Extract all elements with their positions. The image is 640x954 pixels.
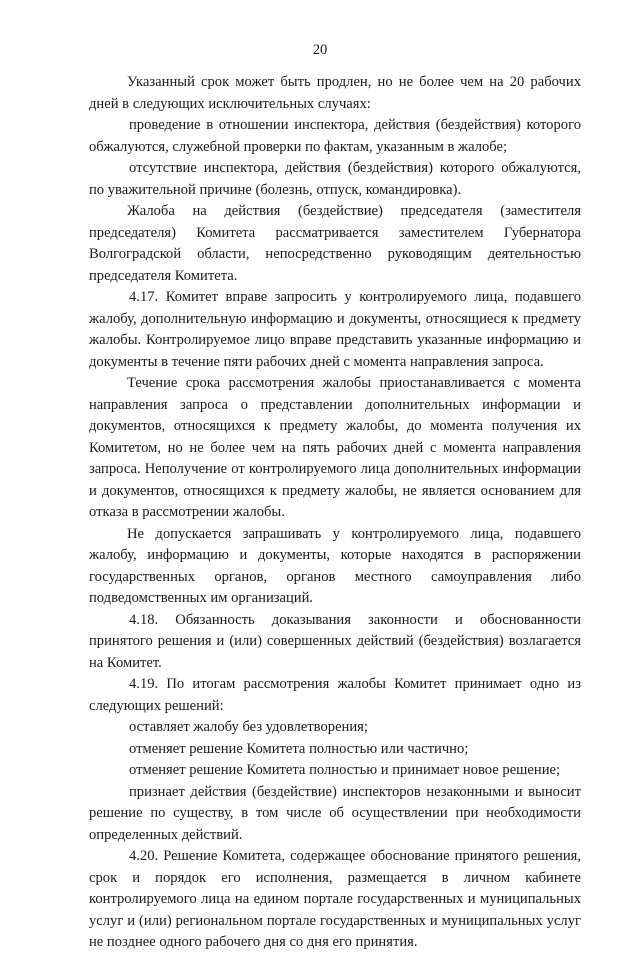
paragraph-4-17: 4.17. Комитет вправе запросить у контролируемого лица, подавшего жалобу, дополнительную информацию и документы, относящиеся к предмету жалобы. Контролируемое лицо вправе представить указанные информацию и документы в течение пяти рабочих дней с момента направления запроса. [89,289,581,370]
list-item-decision-cancel: отменяет решение Комитета полностью или частично; [129,740,469,757]
paragraph-case-absence: отсутствие инспектора, действия (бездействия) которого обжалуются, по уважительной причине (болезнь, отпуск, командировка). [89,160,581,198]
page-number: 20 [312,42,328,58]
paragraph-suspension: Течение срока рассмотрения жалобы приостанавливается с момента направления запроса о представлении дополнительных информации и документов, относящихся к предмету жалобы, до момента получения их Комитетом, но не более чем на пять рабочих дней с момента направления запроса. Неполучение от контролируемого лица дополнительных информации и документов, относящихся к предмету жалобы, не является основанием для отказа в рассмотрении жалобы. [89,375,581,520]
paragraph-4-18: 4.18. Обязанность доказывания законности и обоснованности принятого решения и (или) совершенных действий (бездействия) возлагается на Комитет. [89,611,581,671]
list-item-decision-reject: оставляет жалобу без удовлетворения; [129,719,368,735]
paragraph-4-20: 4.20. Решение Комитета, содержащее обоснование принятого решения, срок и порядок его исполнения, размещается в личном кабинете контролируемого лица на едином портале государственных и муниципальных услуг и (или) региональном портале государственных и муниципальных услуг не позднее одного рабочего дня со дня его принятия. [89,848,581,950]
paragraph-4-19: 4.19. По итогам рассмотрения жалобы Комитет принимает одно из следующих решений: [89,676,581,714]
paragraph-deadline-extension: Указанный срок может быть продлен, но не более чем на 20 рабочих дней в следующих исключительных случаях: [89,74,581,112]
document-body [89,72,581,954]
list-item-decision-unlawful: признает действия (бездействие) инспекторов незаконными и выносит решение по существу, в том числе об осуществлении при необходимости определенных действий. [89,783,581,843]
paragraph-complaint-chairman: Жалоба на действия (бездействие) председателя (заместителя председателя) Комитета рассматривается заместителем Губернатора Волгоградской области, непосредственно руководящим деятельностью председателя Комитета. [89,203,581,284]
list-item-decision-new: отменяет решение Комитета полностью и принимает новое решение; [129,762,561,778]
paragraph-case-inspection: проведение в отношении инспектора, действия (бездействия) которого обжалуются, служебной проверки по фактам, указанным в жалобе; [89,117,581,155]
paragraph-no-request: Не допускается запрашивать у контролируемого лица, подавшего жалобу, информацию и документы, которые находятся в распоряжении государственных органов, органов местного самоуправления либо подведомственных им организаций. [89,525,581,606]
